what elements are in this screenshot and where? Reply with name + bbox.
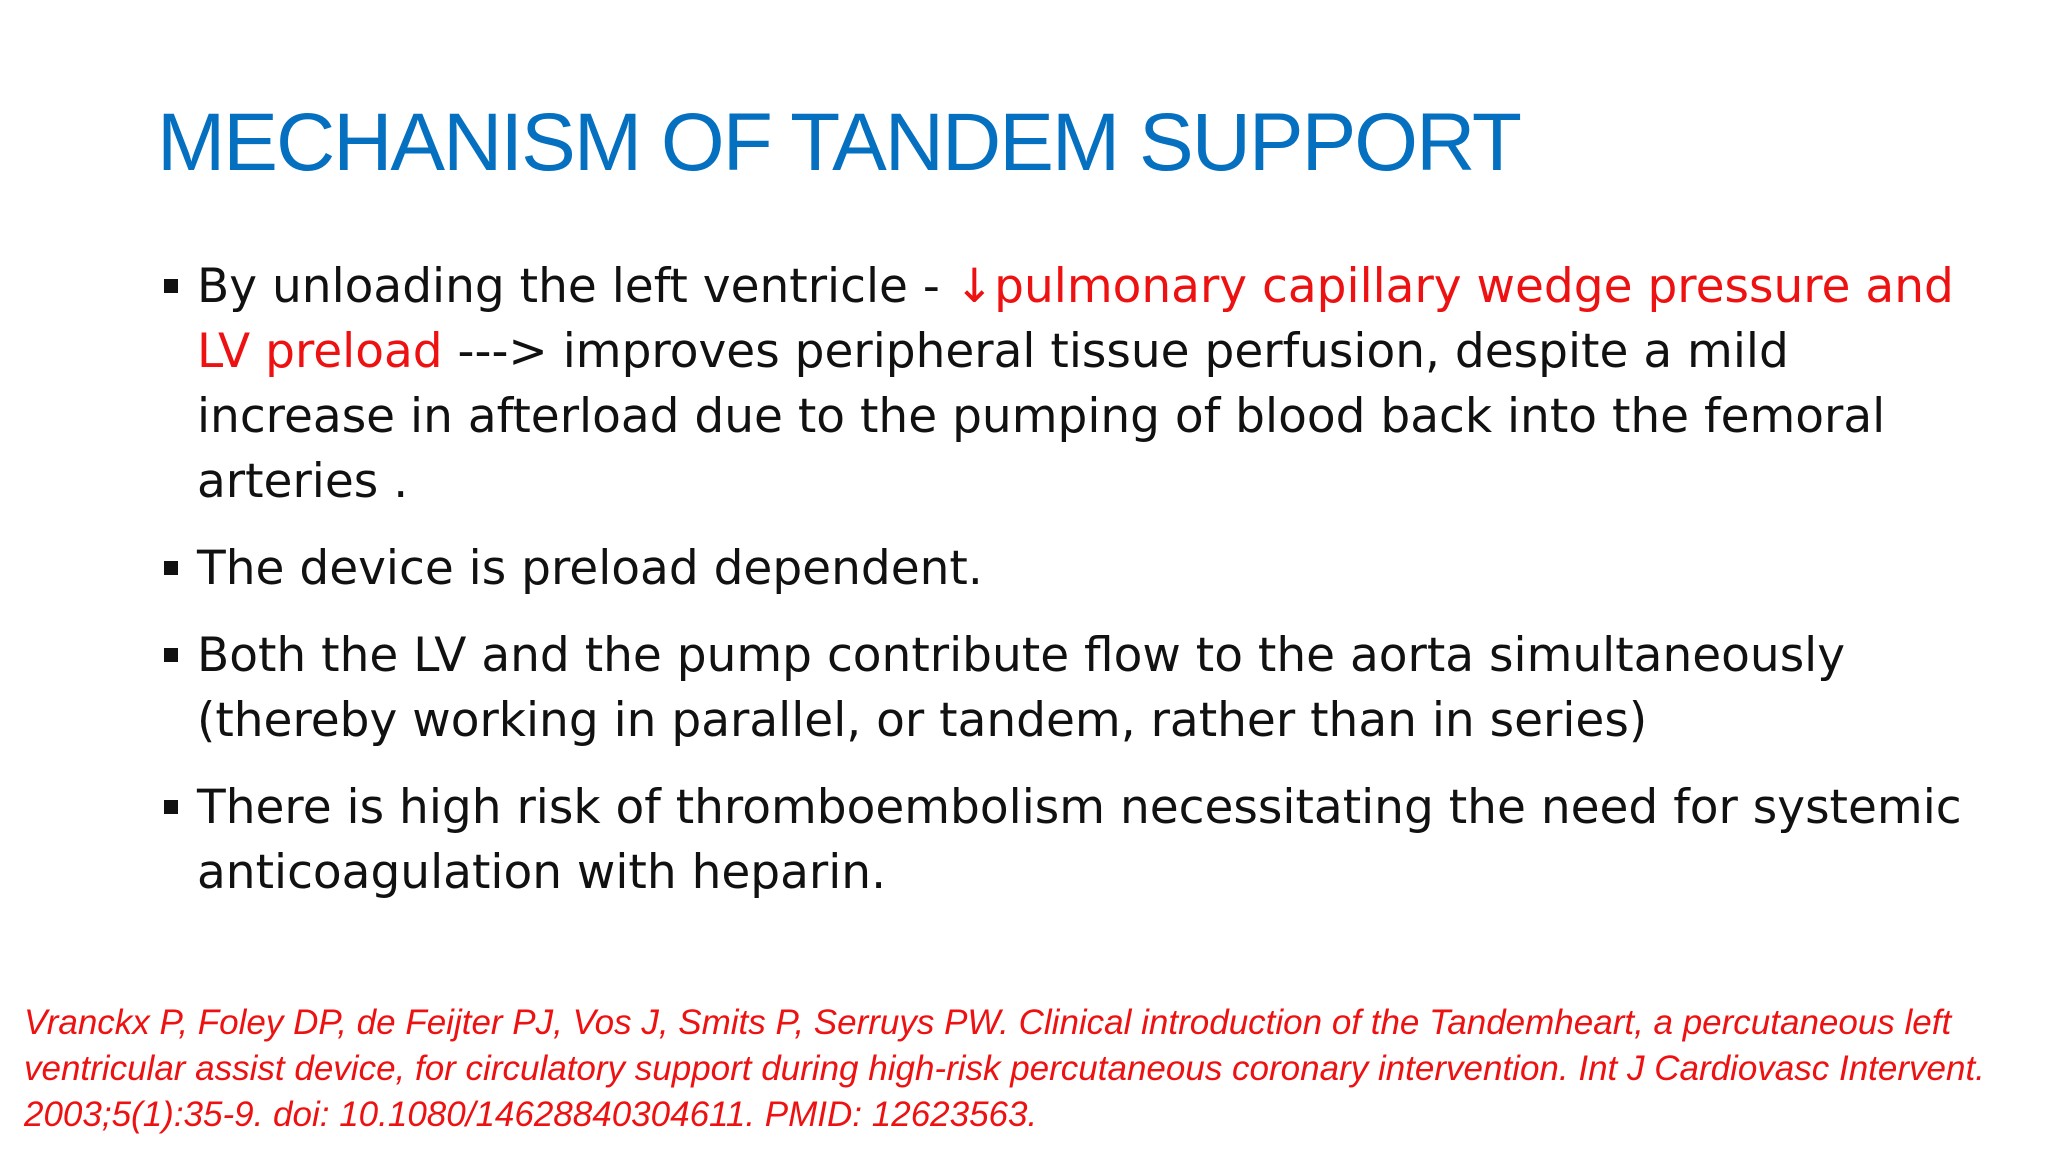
- bullet-item-preload-dependent: [160, 536, 2000, 601]
- bullet-item-unloading: [160, 254, 2000, 514]
- bullet-list: [160, 254, 2000, 927]
- bullet-text: There is high risk of thromboembolism necessitating the need for systemic anticoagulation with heparin.: [197, 780, 1962, 900]
- bullet-text-pre: By unloading the left ventricle -: [197, 259, 955, 314]
- bullet-text-highlight: ↓pulmonary capillary wedge pressure and LV preload: [197, 259, 1954, 379]
- square-bullet-icon: [164, 800, 178, 814]
- bullet-text-post: ---> improves peripheral tissue perfusion, despite a mild increase in afterload due to the pumping of blood back into the femoral arteries .: [197, 324, 1886, 509]
- citation-reference: Vranckx P, Foley DP, de Feijter PJ, Vos J, Smits P, Serruys PW. Clinical introduction of the Tandemheart, a percutaneous left ventricular assist device, for circulatory support during high-risk percutaneous coronary intervention. Int J Cardiovasc Intervent. 2003;5(1):35-9. doi: 10.1080/14628840304611. PMID: 12623563.: [24, 1003, 1985, 1134]
- bullet-item-thromboembolism: [160, 775, 2000, 905]
- bullet-text: The device is preload dependent.: [197, 541, 983, 596]
- slide-title: MECHANISM OF TANDEM SUPPORT: [157, 97, 1520, 188]
- square-bullet-icon: [164, 648, 178, 662]
- bullet-item-parallel-flow: [160, 623, 2000, 753]
- bullet-text: Both the LV and the pump contribute flow to the aorta simultaneously (thereby working in parallel, or tandem, rather than in series): [197, 628, 1846, 748]
- square-bullet-icon: [164, 561, 178, 575]
- square-bullet-icon: [164, 279, 178, 293]
